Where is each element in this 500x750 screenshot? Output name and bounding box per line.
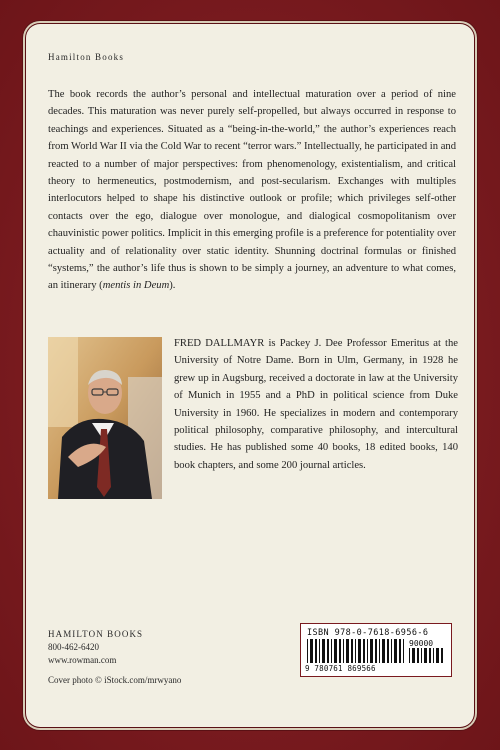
barcode-addon-bars: [409, 648, 445, 663]
barcode-bars: [307, 639, 405, 663]
cover-panel: [26, 24, 474, 727]
barcode-bar: [331, 639, 332, 663]
barcode-bar: [394, 639, 397, 663]
barcode-bar: [441, 648, 443, 663]
barcode-bar: [391, 639, 392, 663]
barcode-bar: [322, 639, 325, 663]
barcode-bar: [417, 648, 419, 663]
barcode-bar: [334, 639, 337, 663]
book-description: [48, 86, 456, 295]
barcode-bar: [343, 639, 344, 663]
barcode-bar: [375, 639, 377, 663]
publisher-website: www.rowman.com: [48, 655, 117, 665]
barcode-bar: [433, 648, 434, 663]
author-bio: FRED DALLMAYR is Packey J. Dee Professor Emeritus at the University of Notre Dame. Born in Ulm, Germany, in 1928 he grew up in Augsburg, received a doctorate in law at the University of Munich in 1955 and a PhD in political science from Duke University in 1960. He specializes in modern and contemporary political philosophy, comparative philosophy, and intercultural studies. He has published some 40 books, 18 edited books, 140 book chapters, and some 200 journal articles.: [174, 338, 458, 471]
barcode-bar: [424, 648, 427, 663]
author-portrait-icon: [48, 337, 162, 499]
barcode-bar: [367, 639, 368, 663]
publisher-name-top: Hamilton Books: [48, 52, 125, 62]
barcode-bar: [363, 639, 365, 663]
barcode-bar: [382, 639, 385, 663]
book-description-italic: mentis in Deum: [102, 280, 170, 292]
isbn-barcode-icon: [300, 623, 452, 677]
barcode-bar: [399, 639, 401, 663]
barcode-bar: [412, 648, 415, 663]
publisher-phone: 800-462-6420: [48, 642, 99, 652]
barcode-addon: 90000: [409, 639, 434, 648]
barcode-bar: [327, 639, 329, 663]
barcode-bar: [436, 648, 439, 663]
barcode-bar: [319, 639, 320, 663]
barcode-bar: [307, 639, 308, 663]
barcode-bar: [409, 648, 410, 663]
barcode-bar: [351, 639, 353, 663]
isbn-label: ISBN 978-0-7618-6956-6: [307, 628, 429, 638]
barcode-bar: [315, 639, 317, 663]
author-photo: [48, 337, 162, 499]
barcode-bar: [403, 639, 404, 663]
barcode-bar: [370, 639, 373, 663]
barcode-bar: [346, 639, 349, 663]
barcode-digits: 9 780761 869566: [305, 664, 376, 673]
publisher-info: [48, 628, 143, 667]
barcode-bar: [429, 648, 431, 663]
barcode-bar: [421, 648, 422, 663]
cover-photo-credit: Cover photo © iStock.com/mrwyano: [48, 675, 182, 685]
barcode-bar: [310, 639, 313, 663]
barcode-bar: [339, 639, 341, 663]
barcode-bar: [387, 639, 389, 663]
publisher-name: HAMILTON BOOKS: [48, 629, 144, 639]
book-description-text: The book records the author’s personal and intellectual maturation over a period of nine decades. This maturation was never purely self-propelled, but always occurred in response to teachings and experiences. Situated as a “being-in-the-world,” the author’s experiences reach from World War II via the Cold War to recent “terror wars.” Intellectually, he participated in and reacted to a number of major perspectives: from phenomenology, existentialism, and critical theory to hermeneutics, postmodernism, and post-secularism. Exchanges with multiples interlocutors helped to shape his distinctive outlook or profile; which privileges self-other contacts over the ego, dialogue over monologue, and dialogical cosmopolitanism over chauvinistic power politics. Implicit in this emerging profile is a preference for potentiality over actuality and of relationality over static identity. Shunning doctrinal formulas or finished “systems,” the author’s life thus is shown to be simply a journey, an adventure to what comes, an itinerary (: [48, 89, 456, 292]
barcode-bar: [379, 639, 380, 663]
barcode-bar: [358, 639, 361, 663]
book-description-end: ).: [169, 280, 176, 292]
barcode-bar: [355, 639, 356, 663]
